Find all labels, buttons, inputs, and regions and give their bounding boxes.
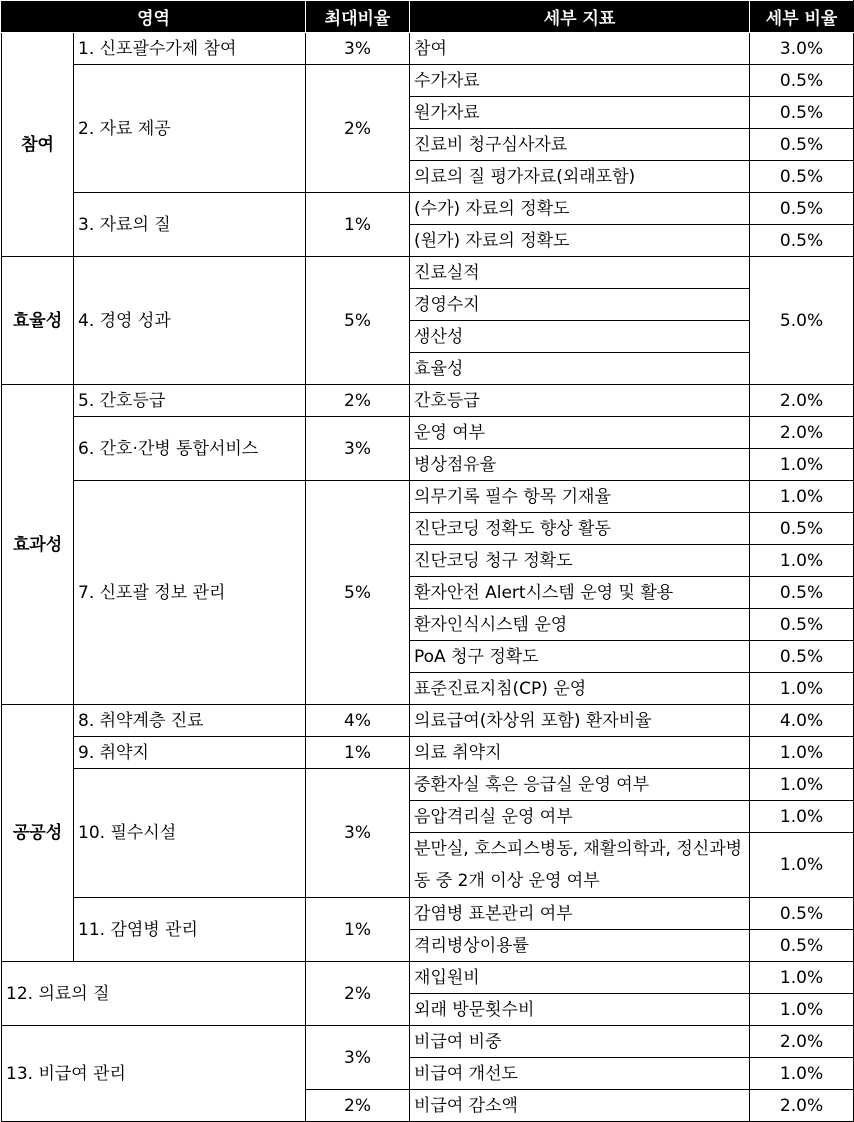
area-cell: 4. 경영 성과 [74,257,306,385]
area-cell: 7. 신포괄 정보 관리 [74,481,306,705]
max-rate-cell: 3% [306,1026,410,1090]
detail-rate-cell: 0.5% [750,65,854,97]
indicator-cell: 경영수지 [410,289,750,321]
area-cell: 2. 자료 제공 [74,65,306,193]
table-row [2,962,854,994]
detail-rate-cell: 1.0% [750,481,854,513]
area-cell: 6. 간호·간병 통합서비스 [74,417,306,481]
indicator-cell: 중환자실 혹은 응급실 운영 여부 [410,769,750,801]
max-rate-cell: 3% [306,33,410,65]
detail-rate-cell: 1.0% [750,994,854,1026]
detail-rate-cell: 2.0% [750,417,854,449]
area-cell: 3. 자료의 질 [74,193,306,257]
indicator-cell: 비급여 개선도 [410,1058,750,1090]
detail-rate-cell: 1.0% [750,962,854,994]
area-cell: 9. 취약지 [74,737,306,769]
detail-rate-cell: 2.0% [750,1026,854,1058]
table-row [2,385,854,417]
indicator-cell: 의무기록 필수 항목 기재율 [410,481,750,513]
indicator-cell: 운영 여부 [410,417,750,449]
indicator-cell: 진단코딩 정확도 향상 활동 [410,513,750,545]
area-cell: 10. 필수시설 [74,769,306,898]
category-cell: 공공성 [2,705,74,962]
indicator-cell: 환자인식시스템 운영 [410,609,750,641]
detail-rate-cell: 0.5% [750,97,854,129]
indicator-cell: 감염병 표본관리 여부 [410,898,750,930]
detail-rate-cell: 2.0% [750,385,854,417]
indicator-cell: 효율성 [410,353,750,385]
table-row [2,705,854,737]
detail-rate-cell: 0.5% [750,129,854,161]
max-rate-cell: 5% [306,481,410,705]
area-cell: 11. 감염병 관리 [74,898,306,962]
detail-rate-cell: 3.0% [750,33,854,65]
detail-rate-cell: 1.0% [750,1058,854,1090]
indicator-cell: 표준진료지침(CP) 운영 [410,673,750,705]
detail-rate-cell: 0.5% [750,930,854,962]
header-row [2,1,854,33]
header-detail-rate: 세부 비율 [750,1,854,33]
max-rate-cell: 3% [306,769,410,898]
indicator-cell: PoA 청구 정확도 [410,641,750,673]
max-rate-cell: 1% [306,193,410,257]
area-cell: 13. 비급여 관리 [2,1026,306,1122]
detail-rate-cell: 1.0% [750,737,854,769]
indicator-cell: 재입원비 [410,962,750,994]
category-cell: 효과성 [2,385,74,705]
header-max-rate: 최대비율 [306,1,410,33]
max-rate-cell: 4% [306,705,410,737]
header-category: 영역 [2,1,306,33]
detail-rate-cell: 0.5% [750,513,854,545]
table-row [2,737,854,769]
table-row [2,65,854,97]
category-cell: 효율성 [2,257,74,385]
indicator-cell: 진단코딩 청구 정확도 [410,545,750,577]
indicator-cell: 참여 [410,33,750,65]
detail-rate-cell: 1.0% [750,833,854,898]
max-rate-cell: 2% [306,385,410,417]
indicator-cell: (원가) 자료의 정확도 [410,225,750,257]
indicator-cell: 비급여 감소액 [410,1090,750,1122]
table-row [2,898,854,930]
indicator-cell: 의료 취약지 [410,737,750,769]
max-rate-cell: 1% [306,737,410,769]
table-row [2,481,854,513]
detail-rate-cell: 0.5% [750,225,854,257]
indicator-cell: 의료급여(차상위 포함) 환자비율 [410,705,750,737]
max-rate-cell: 1% [306,898,410,962]
indicator-cell: 의료의 질 평가자료(외래포함) [410,161,750,193]
area-cell: 12. 의료의 질 [2,962,306,1026]
detail-rate-cell: 0.5% [750,193,854,225]
evaluation-table [1,0,854,1122]
indicator-cell: (수가) 자료의 정확도 [410,193,750,225]
indicator-cell: 분만실, 호스피스병동, 재활의학과, 정신과병동 중 2개 이상 운영 여부 [410,833,750,898]
category-cell: 참여 [2,33,74,257]
indicator-cell: 간호등급 [410,385,750,417]
area-cell: 1. 신포괄수가제 참여 [74,33,306,65]
table-row [2,193,854,225]
detail-rate-cell: 1.0% [750,449,854,481]
indicator-cell: 원가자료 [410,97,750,129]
indicator-cell: 병상점유율 [410,449,750,481]
area-cell: 8. 취약계층 진료 [74,705,306,737]
detail-rate-cell: 1.0% [750,673,854,705]
max-rate-cell: 2% [306,1090,410,1122]
area-cell: 5. 간호등급 [74,385,306,417]
max-rate-cell: 3% [306,417,410,481]
max-rate-cell: 2% [306,962,410,1026]
detail-rate-cell: 0.5% [750,609,854,641]
detail-rate-cell: 4.0% [750,705,854,737]
detail-rate-cell: 0.5% [750,641,854,673]
detail-rate-cell: 0.5% [750,898,854,930]
detail-rate-cell: 0.5% [750,161,854,193]
table-row [2,769,854,801]
indicator-cell: 진료실적 [410,257,750,289]
table-row [2,257,854,289]
detail-rate-cell: 1.0% [750,545,854,577]
detail-rate-cell: 2.0% [750,1090,854,1122]
indicator-cell: 외래 방문횟수비 [410,994,750,1026]
table-row [2,33,854,65]
max-rate-cell: 5% [306,257,410,385]
max-rate-cell: 2% [306,65,410,193]
indicator-cell: 생산성 [410,321,750,353]
detail-rate-cell: 5.0% [750,257,854,385]
table-row [2,1026,854,1058]
table-row [2,417,854,449]
indicator-cell: 진료비 청구심사자료 [410,129,750,161]
header-indicator: 세부 지표 [410,1,750,33]
detail-rate-cell: 1.0% [750,769,854,801]
detail-rate-cell: 0.5% [750,577,854,609]
indicator-cell: 격리병상이용률 [410,930,750,962]
detail-rate-cell: 1.0% [750,801,854,833]
indicator-cell: 비급여 비중 [410,1026,750,1058]
indicator-cell: 환자안전 Alert시스템 운영 및 활용 [410,577,750,609]
indicator-cell: 음압격리실 운영 여부 [410,801,750,833]
indicator-cell: 수가자료 [410,65,750,97]
